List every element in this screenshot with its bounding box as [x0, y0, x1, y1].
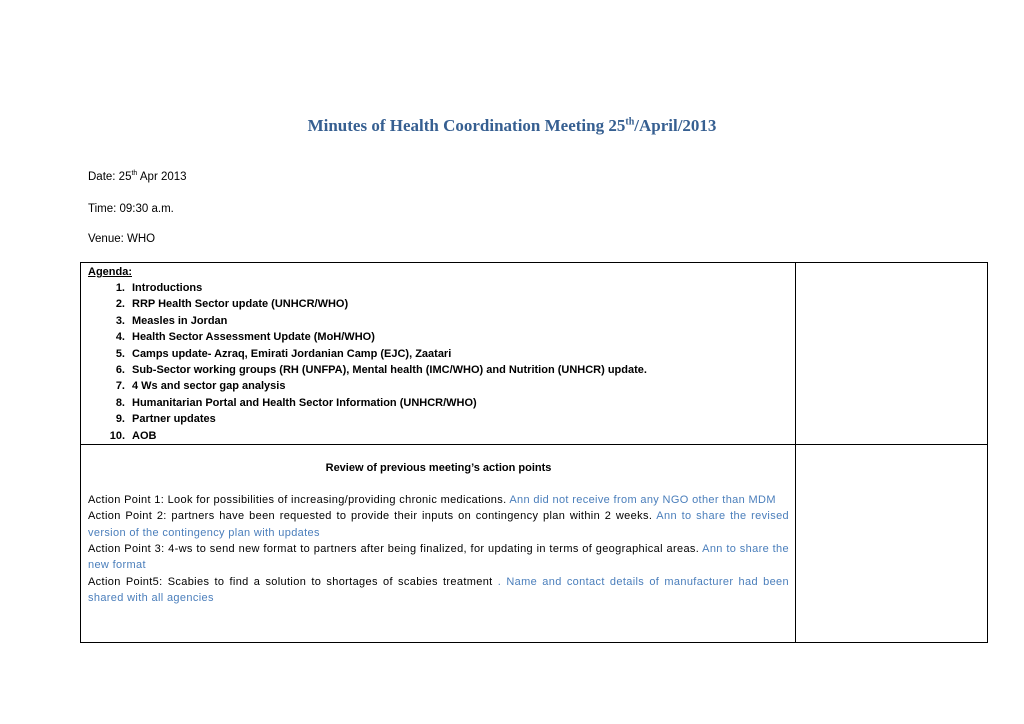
meeting-time: Time: 09:30 a.m.	[88, 203, 174, 215]
action-point-note: Ann to share the revised version of the contingency plan with updates	[88, 510, 790, 539]
agenda-item-number: 4.	[115, 331, 125, 344]
agenda-item-text: AOB	[132, 429, 157, 442]
agenda-item	[88, 411, 789, 427]
agenda-item-text: Sub-Sector working groups (RH (UNFPA), Mental health (IMC/WHO) and Nutrition (UNHCR) update.	[132, 364, 647, 377]
action-point-note: Ann to share the new format	[88, 542, 789, 572]
agenda-item-text: 4 Ws and sector gap analysis	[132, 380, 286, 393]
action-point-note: . Name and contact details of manufacturer had been shared with all agencies	[88, 575, 789, 604]
agenda-item-text: Humanitarian Portal and Health Sector Information (UNHCR/WHO)	[132, 396, 477, 409]
review-cell	[81, 445, 796, 643]
agenda-heading: Agenda:	[88, 266, 132, 278]
agenda-item-number: 2.	[115, 298, 125, 311]
action-point-note: Ann did not receive from any NGO other than MDM	[509, 494, 776, 507]
agenda-item-text: Camps update- Azraq, Emirati Jordanian Camp (EJC), Zaatari	[132, 347, 452, 360]
agenda-item-text: Introductions	[132, 282, 203, 294]
action-point-text: Action Point 3: 4-ws to send new format to partners after being finalized, for updating in terms of geographical areas.	[88, 542, 703, 555]
action-point	[88, 541, 789, 574]
action-points	[88, 492, 789, 606]
action-point	[88, 574, 789, 607]
agenda-item-text: Health Sector Assessment Update (MoH/WHO)	[132, 331, 375, 344]
agenda-item	[88, 346, 789, 362]
agenda-item-text: RRP Health Sector update (UNHCR/WHO)	[132, 298, 349, 311]
agenda-item-text: Partner updates	[132, 413, 216, 426]
agenda-item	[88, 313, 789, 329]
review-heading: Review of previous meeting’s action points	[325, 462, 552, 475]
action-point	[88, 508, 789, 541]
action-point	[88, 492, 789, 508]
agenda-cell	[81, 263, 796, 445]
action-point-text: Action Point 2: partners have been requested to provide their inputs on contingency plan within 2 weeks.	[88, 510, 657, 523]
agenda-item	[88, 395, 789, 411]
agenda-item	[88, 296, 789, 312]
agenda-item-number: 5.	[115, 347, 125, 360]
agenda-item	[88, 428, 789, 444]
agenda-row	[81, 263, 988, 445]
agenda-item-number: 7.	[115, 380, 125, 393]
agenda-item-number: 10.	[109, 429, 125, 442]
agenda-item-text: Measles in Jordan	[132, 314, 228, 327]
action-point-text: Action Point 1: Look for possibilities of increasing/providing chronic medications.	[88, 494, 510, 507]
document-title: Minutes of Health Coordination Meeting 25th/April/2013	[307, 116, 717, 135]
agenda-item-number: 8.	[115, 396, 125, 409]
agenda-item	[88, 329, 789, 345]
action-point-text: Action Point5: Scabies to find a solution to shortages of scabies treatment	[88, 575, 498, 588]
review-side-cell	[796, 445, 988, 643]
meeting-venue: Venue: WHO	[88, 233, 156, 245]
agenda-item	[88, 362, 789, 378]
agenda-list	[88, 280, 789, 444]
agenda-item	[88, 280, 789, 296]
agenda-item-number: 1.	[115, 282, 125, 294]
agenda-item-number: 3.	[115, 314, 125, 327]
review-row	[81, 445, 988, 643]
agenda-item-number: 6.	[115, 364, 125, 377]
meeting-date: Date: 25th Apr 2013	[88, 170, 187, 183]
agenda-side-cell	[796, 263, 988, 445]
agenda-item	[88, 378, 789, 394]
minutes-table	[80, 262, 988, 643]
agenda-item-number: 9.	[115, 413, 125, 426]
